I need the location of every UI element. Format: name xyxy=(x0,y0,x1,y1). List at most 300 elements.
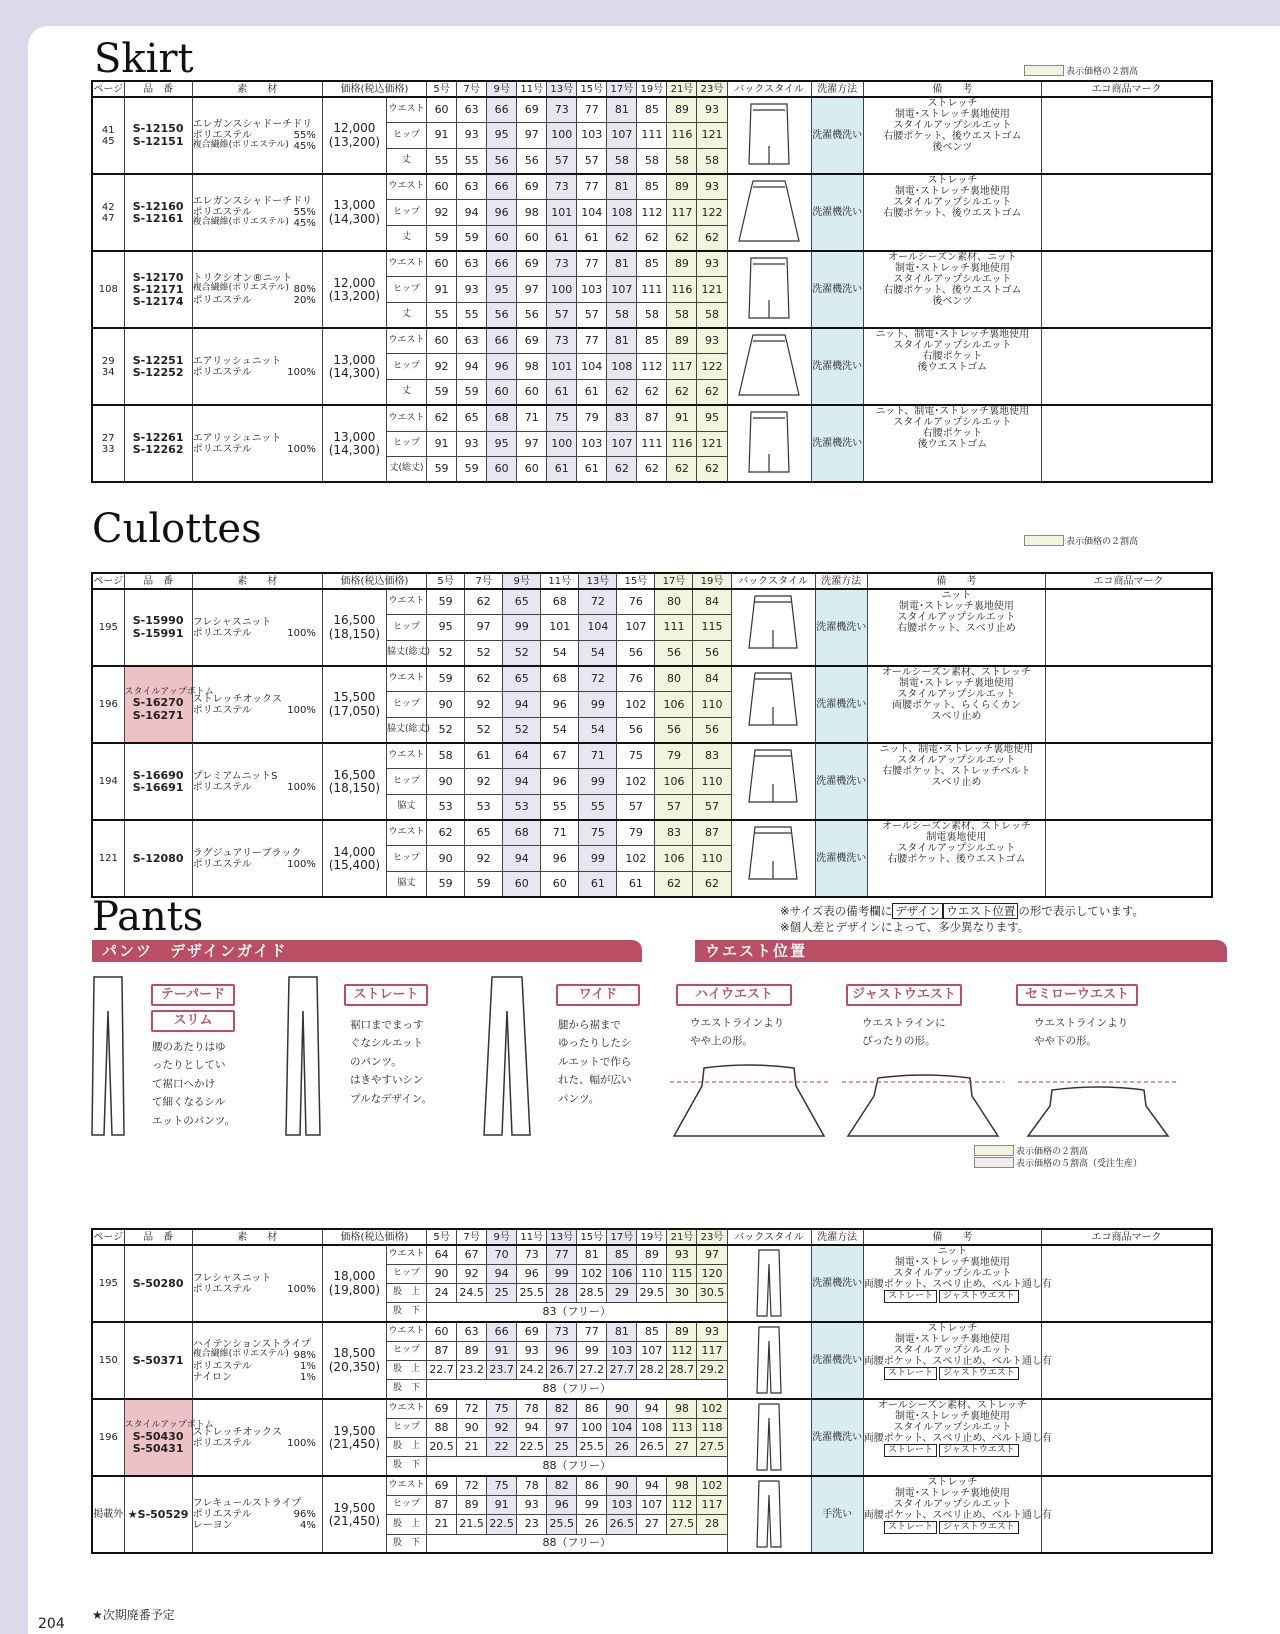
material xyxy=(192,97,322,174)
size-value: 106 xyxy=(655,692,693,718)
size-value: 99 xyxy=(577,1496,607,1515)
size-value: 111 xyxy=(637,123,667,149)
material xyxy=(192,666,322,743)
material-pct: 96% xyxy=(293,1509,316,1521)
material-name: ポリエステル xyxy=(192,207,252,219)
size-value: 30.5 xyxy=(697,1284,727,1303)
page-ref xyxy=(92,1476,124,1553)
note-line: 両腰ポケット、スベリ止め、ベルト通し有 xyxy=(863,1433,1052,1445)
page-ref-number: 194 xyxy=(98,776,118,788)
size-value: 107 xyxy=(617,615,655,641)
legend-skirt: 表示価格の２割高 xyxy=(1024,64,1138,77)
size-value: 61 xyxy=(579,872,617,898)
size-value: 55 xyxy=(427,303,457,329)
product-code: S-12261 xyxy=(132,430,184,444)
header-size: 17号 xyxy=(655,573,693,589)
price-value: 14,000 xyxy=(333,844,376,859)
material-name: フレキュールストライプ xyxy=(192,1498,302,1510)
size-value: 89 xyxy=(667,97,697,123)
header-size: 15号 xyxy=(577,1229,607,1245)
size-value: 112 xyxy=(637,200,667,226)
header-size: 7号 xyxy=(457,81,487,97)
product-codes xyxy=(124,1476,192,1553)
back-style xyxy=(727,251,811,328)
measure-label: 脇丈 xyxy=(386,872,426,898)
size-value: 21.5 xyxy=(457,1515,487,1534)
material-line xyxy=(193,433,322,444)
size-value: 70 xyxy=(487,1245,517,1264)
size-value: 53 xyxy=(503,795,541,821)
price-value: 13,000 xyxy=(333,352,376,367)
back-style-drawing xyxy=(741,667,805,739)
price-value: 12,000 xyxy=(333,275,376,290)
size-value: 60 xyxy=(503,872,541,898)
size-value: 52 xyxy=(465,717,503,743)
note-line: 制電･ストレッチ裏地使用 xyxy=(894,109,1010,120)
size-value: 115 xyxy=(667,1264,697,1283)
size-value: 56 xyxy=(655,717,693,743)
size-value: 80 xyxy=(655,666,693,692)
product-code: S-50431 xyxy=(132,1441,184,1455)
product-codes xyxy=(124,97,192,174)
size-value: 25.5 xyxy=(577,1438,607,1457)
size-value: 56 xyxy=(487,148,517,174)
size-value: 99 xyxy=(547,1264,577,1283)
material-pct: 45% xyxy=(293,141,316,153)
page-ref xyxy=(92,820,124,897)
product-code: S-16271 xyxy=(132,708,184,722)
size-value: 90 xyxy=(427,692,465,718)
size-value: 102 xyxy=(617,769,655,795)
high-waist-pill: ハイウエスト xyxy=(676,984,792,1006)
size-value: 55 xyxy=(579,795,617,821)
size-value: 108 xyxy=(607,200,637,226)
back-style-drawing xyxy=(737,98,801,170)
measure-label: ウエスト xyxy=(386,1476,426,1495)
material xyxy=(192,405,322,482)
measure-label: 股 上 xyxy=(386,1438,426,1457)
eco-mark xyxy=(1046,820,1212,897)
just-waist-drawing xyxy=(848,1075,998,1136)
material-line xyxy=(193,1520,322,1531)
skirt-title: Skirt xyxy=(94,36,194,82)
measure-label: ヒップ xyxy=(386,1264,426,1283)
back-style xyxy=(727,174,811,251)
style-up-badge: スタイルアップボトム xyxy=(124,1419,214,1430)
size-value: 96 xyxy=(547,1496,577,1515)
header-size: 17号 xyxy=(607,1229,637,1245)
size-value: 103 xyxy=(577,277,607,303)
pants-title: Pants xyxy=(92,894,204,940)
size-value: 92 xyxy=(427,354,457,380)
material xyxy=(192,1322,322,1399)
size-value: 93 xyxy=(667,1245,697,1264)
eco-mark xyxy=(1046,666,1212,743)
size-value: 85 xyxy=(637,1322,667,1341)
size-value: 63 xyxy=(457,1322,487,1341)
size-value: 103 xyxy=(577,123,607,149)
size-value: 75 xyxy=(617,743,655,769)
size-value: 101 xyxy=(547,200,577,226)
size-value: 89 xyxy=(667,174,697,200)
price xyxy=(322,174,386,251)
note-tags xyxy=(864,1521,1041,1534)
product-code: S-12251 xyxy=(132,353,184,367)
size-value: 93 xyxy=(457,277,487,303)
note-line: 右腰ポケット、後ウエストゴム xyxy=(887,854,1026,866)
size-value: 28.7 xyxy=(667,1361,697,1380)
header-size: 15号 xyxy=(617,573,655,589)
size-value: 73 xyxy=(517,1245,547,1264)
wide-desc: 腿から裾まで ゆったりしたシ ルエットで作ら れた、幅が広い パンツ。 xyxy=(558,1019,632,1105)
eco-mark xyxy=(1042,97,1212,174)
size-value: 95 xyxy=(427,615,465,641)
size-value: 93 xyxy=(697,328,727,354)
tapered-desc: 腰のあたりはゆ ったりとしてい て裾口へかけ て細くなるシル エットのパンツ。 xyxy=(152,1041,236,1127)
material-line xyxy=(193,1498,322,1509)
note-line: スタイルアップシルエット xyxy=(897,689,1016,701)
size-value: 60 xyxy=(541,872,579,898)
size-value: 56 xyxy=(617,717,655,743)
product-code: S-15990 xyxy=(132,614,184,628)
product-code: S-50430 xyxy=(132,1429,184,1443)
note-line: 両腰ポケット、スベリ止め、ベルト通し有 xyxy=(863,1356,1052,1368)
size-value: 94 xyxy=(503,692,541,718)
size-value: 28 xyxy=(547,1284,577,1303)
size-value: 72 xyxy=(457,1399,487,1418)
size-value: 59 xyxy=(457,380,487,406)
size-value: 62 xyxy=(667,380,697,406)
size-value: 104 xyxy=(577,354,607,380)
note-tags xyxy=(864,1444,1041,1457)
measure-label: 股 下 xyxy=(386,1380,426,1399)
product-code: ★S-50529 xyxy=(127,1507,189,1521)
size-value: 27.5 xyxy=(697,1438,727,1457)
product-codes xyxy=(124,1245,192,1322)
size-value: 72 xyxy=(579,666,617,692)
material xyxy=(192,251,322,328)
measure-label: 丈 xyxy=(386,148,426,174)
price-tax: (19,800) xyxy=(328,1282,381,1297)
measure-label: 丈(総丈) xyxy=(386,457,426,483)
size-value: 90 xyxy=(607,1399,637,1418)
size-value: 21 xyxy=(427,1515,457,1534)
material xyxy=(192,589,322,666)
measure-label: ヒップ xyxy=(386,846,426,872)
size-value: 107 xyxy=(637,1341,667,1360)
size-value: 72 xyxy=(457,1476,487,1495)
page-ref xyxy=(92,1322,124,1399)
material-name: ポリエステル xyxy=(192,627,252,639)
size-value: 102 xyxy=(577,1264,607,1283)
note-line: 制電･ストレッチ裏地使用 xyxy=(894,1411,1010,1423)
size-value: 62 xyxy=(667,225,697,251)
product-codes xyxy=(124,1322,192,1399)
product-codes xyxy=(124,405,192,482)
size-value: 77 xyxy=(577,1322,607,1341)
size-value: 69 xyxy=(517,328,547,354)
size-value: 72 xyxy=(579,589,617,615)
size-value: 85 xyxy=(637,251,667,277)
size-value: 62 xyxy=(465,589,503,615)
header-eco: エコ商品マーク xyxy=(1046,573,1212,589)
material-pct: 4% xyxy=(300,1520,316,1532)
price-tax: (21,450) xyxy=(328,1436,381,1451)
size-value: 62 xyxy=(693,872,731,898)
size-value: 97 xyxy=(697,1245,727,1264)
product-code: S-16691 xyxy=(132,780,184,794)
size-value: 56 xyxy=(487,303,517,329)
size-value: 66 xyxy=(487,1322,517,1341)
header-price: 価格(税込価格) xyxy=(322,1229,426,1245)
size-value: 100 xyxy=(547,123,577,149)
size-value: 91 xyxy=(427,123,457,149)
size-value: 22.5 xyxy=(517,1438,547,1457)
size-value: 60 xyxy=(517,225,547,251)
material xyxy=(192,1399,322,1476)
size-value: 77 xyxy=(577,174,607,200)
header-size: 11号 xyxy=(517,81,547,97)
size-value: 62 xyxy=(607,380,637,406)
product-code: S-12170 xyxy=(132,270,184,284)
measure-label: ヒップ xyxy=(386,200,426,226)
page-ref xyxy=(92,405,124,482)
size-value: 108 xyxy=(607,354,637,380)
size-value: 77 xyxy=(577,97,607,123)
note-line: スタイルアップシルエット xyxy=(893,197,1012,209)
material-line xyxy=(193,1361,322,1372)
size-value: 59 xyxy=(427,457,457,483)
size-value: 62 xyxy=(637,225,667,251)
size-value: 29 xyxy=(607,1284,637,1303)
material-name: ポリエステル xyxy=(192,1437,252,1449)
size-value: 93 xyxy=(517,1341,547,1360)
wide-pill: ワイド xyxy=(556,984,640,1006)
price-tax: (13,200) xyxy=(328,288,381,303)
wash-method: 洗濯機洗い xyxy=(815,820,867,897)
header-size: 21号 xyxy=(667,1229,697,1245)
header-size: 7号 xyxy=(465,573,503,589)
price xyxy=(322,820,386,897)
size-value: 61 xyxy=(547,457,577,483)
size-value: 57 xyxy=(655,795,693,821)
size-value: 56 xyxy=(693,640,731,666)
size-value: 82 xyxy=(547,1476,577,1495)
note-line: ニット xyxy=(941,590,972,601)
back-style xyxy=(731,666,815,743)
size-value: 62 xyxy=(607,225,637,251)
price-tax: (17,050) xyxy=(328,703,381,718)
size-value: 58 xyxy=(697,303,727,329)
size-value: 102 xyxy=(617,846,655,872)
size-value: 27.7 xyxy=(607,1361,637,1380)
product-codes xyxy=(124,666,214,743)
size-value: 77 xyxy=(577,251,607,277)
size-value: 61 xyxy=(547,380,577,406)
wash-method: 洗濯機洗い xyxy=(815,589,867,666)
waist-position-drawings xyxy=(668,1056,1223,1156)
size-value: 56 xyxy=(617,640,655,666)
back-style xyxy=(727,328,811,405)
back-style-drawing xyxy=(741,744,805,816)
size-value: 57 xyxy=(547,303,577,329)
semi-low-waist-drawing xyxy=(1028,1087,1168,1136)
eco-mark xyxy=(1042,174,1212,251)
product-code: S-12171 xyxy=(132,282,184,296)
material-name: ポリエステル xyxy=(192,295,252,307)
product-codes xyxy=(124,820,192,897)
measure-label: ヒップ xyxy=(386,1418,426,1437)
note-line: ニット、制電･ストレッチ裏地使用 xyxy=(875,406,1030,418)
size-value: 26.7 xyxy=(547,1361,577,1380)
measure-label: ウエスト xyxy=(386,328,426,354)
size-value: 86 xyxy=(577,1476,607,1495)
tapered-pill: テーパード xyxy=(151,984,235,1006)
back-style xyxy=(731,743,815,820)
size-value: 62 xyxy=(697,380,727,406)
product-codes xyxy=(124,743,192,820)
header-wash: 洗濯方法 xyxy=(815,573,867,589)
note-line: 制電･ストレッチ裏地使用 xyxy=(894,263,1010,275)
size-value: 99 xyxy=(579,846,617,872)
note-line: 右腰ポケット xyxy=(922,351,983,363)
size-value: 115 xyxy=(693,615,731,641)
price xyxy=(322,1399,386,1476)
size-value: 99 xyxy=(579,769,617,795)
material-pct: 100% xyxy=(287,1437,316,1449)
wash-method: 洗濯機洗い xyxy=(811,405,863,482)
just-waist-pill: ジャストウエスト xyxy=(846,984,962,1006)
size-value: 75 xyxy=(579,820,617,846)
measure-label: 股 上 xyxy=(386,1361,426,1380)
size-value: 89 xyxy=(667,251,697,277)
size-value: 77 xyxy=(547,1245,577,1264)
header-size: 9号 xyxy=(487,1229,517,1245)
size-value: 73 xyxy=(547,1322,577,1341)
material-pct: 45% xyxy=(293,218,316,230)
size-value: 102 xyxy=(617,692,655,718)
size-value: 107 xyxy=(637,1496,667,1515)
size-value: 73 xyxy=(547,97,577,123)
notes xyxy=(863,1476,1052,1553)
size-value: 91 xyxy=(427,277,457,303)
size-value: 85 xyxy=(637,328,667,354)
size-value: 98 xyxy=(667,1476,697,1495)
price-value: 16,500 xyxy=(333,613,376,628)
design-tag: ストレート xyxy=(884,1521,937,1534)
wash-method: 洗濯機洗い xyxy=(811,97,863,174)
note-line: ニット xyxy=(937,1246,968,1257)
size-value: 68 xyxy=(541,589,579,615)
notes xyxy=(863,174,1041,251)
measure-label: ウエスト xyxy=(386,666,426,692)
measure-label: 丈 xyxy=(386,303,426,329)
note-line: 制電･ストレッチ裏地使用 xyxy=(894,1334,1010,1346)
legend-pants-5x: 表示価格の５割高（受注生産） xyxy=(974,1156,1142,1169)
size-value: 69 xyxy=(427,1476,457,1495)
header-size: 13号 xyxy=(579,573,617,589)
size-value: 93 xyxy=(697,251,727,277)
size-value: 66 xyxy=(487,328,517,354)
note-line: 後ウエストゴム xyxy=(917,362,988,374)
material-name: ポリエステル xyxy=(192,1509,252,1521)
material-pct: 100% xyxy=(287,704,316,716)
measure-label: ヒップ xyxy=(386,615,426,641)
size-value: 23.2 xyxy=(457,1361,487,1380)
page-ref-number: 45 xyxy=(101,135,115,147)
note-line: スタイルアップシルエット xyxy=(893,274,1012,286)
material-name: ポリエステル xyxy=(192,366,252,378)
straight-pill: ストレート xyxy=(344,984,428,1006)
size-value: 112 xyxy=(637,354,667,380)
material-name: ナイロン xyxy=(192,1371,232,1383)
size-value: 63 xyxy=(457,174,487,200)
semi-low-waist-pill: セミローウエスト xyxy=(1016,984,1138,1006)
header-back-style: バックスタイル xyxy=(731,573,815,589)
material-line xyxy=(193,1438,322,1449)
eco-mark xyxy=(1042,1476,1212,1553)
note-line: スタイルアップシルエット xyxy=(897,755,1016,767)
material-pct: 20% xyxy=(293,295,316,307)
just-waist-desc: ウエストラインに ぴったりの形。 xyxy=(862,1017,946,1048)
product-codes xyxy=(124,251,192,328)
price xyxy=(322,743,386,820)
price xyxy=(322,589,386,666)
material-pct: 100% xyxy=(287,443,316,455)
price xyxy=(322,666,386,743)
eco-mark xyxy=(1042,251,1212,328)
straight-desc: 裾口までまっす ぐなシルエット のパンツ。 はきやすいシン プルなデザイン。 xyxy=(350,1019,433,1105)
product-code: S-12252 xyxy=(132,365,184,379)
high-waist-desc: ウエストラインより やや上の形。 xyxy=(690,1017,785,1048)
wash-method: 洗濯機洗い xyxy=(815,743,867,820)
size-value: 66 xyxy=(487,174,517,200)
size-value: 93 xyxy=(697,1322,727,1341)
size-value: 95 xyxy=(487,123,517,149)
header-size: 7号 xyxy=(457,1229,487,1245)
design-tag: ジャストウエスト xyxy=(939,1521,1019,1534)
material-name: エアリッシュニット xyxy=(192,432,282,444)
note-line: 後ベンツ xyxy=(932,142,973,153)
price-tax: (14,300) xyxy=(328,211,381,226)
size-value: 103 xyxy=(607,1341,637,1360)
size-value: 98 xyxy=(517,354,547,380)
measure-label: ヒップ xyxy=(386,769,426,795)
size-value: 92 xyxy=(487,1418,517,1437)
size-value: 100 xyxy=(547,431,577,457)
size-value: 60 xyxy=(517,457,547,483)
material-name: 複合繊維(ポリエステル) xyxy=(192,1348,289,1359)
back-style xyxy=(727,97,811,174)
size-value: 57 xyxy=(693,795,731,821)
header-size: 19号 xyxy=(637,1229,667,1245)
material-pct: 55% xyxy=(293,207,316,219)
material-line xyxy=(193,1509,322,1520)
material-name: ポリエステル xyxy=(192,781,252,793)
size-value: 110 xyxy=(693,769,731,795)
size-value: 107 xyxy=(607,123,637,149)
size-value: 84 xyxy=(693,666,731,692)
eco-mark xyxy=(1042,1245,1212,1322)
note-tags xyxy=(864,1290,1041,1303)
page-ref-number: 195 xyxy=(98,1278,118,1290)
header-price: 価格(税込価格) xyxy=(322,573,426,589)
note-line: ニット、制電･ストレッチ裏地使用 xyxy=(879,744,1034,756)
size-value: 81 xyxy=(607,1322,637,1341)
price-tax: (18,150) xyxy=(328,626,381,641)
material-name: フレシャスニット xyxy=(192,616,272,628)
header-size: 5号 xyxy=(427,573,465,589)
